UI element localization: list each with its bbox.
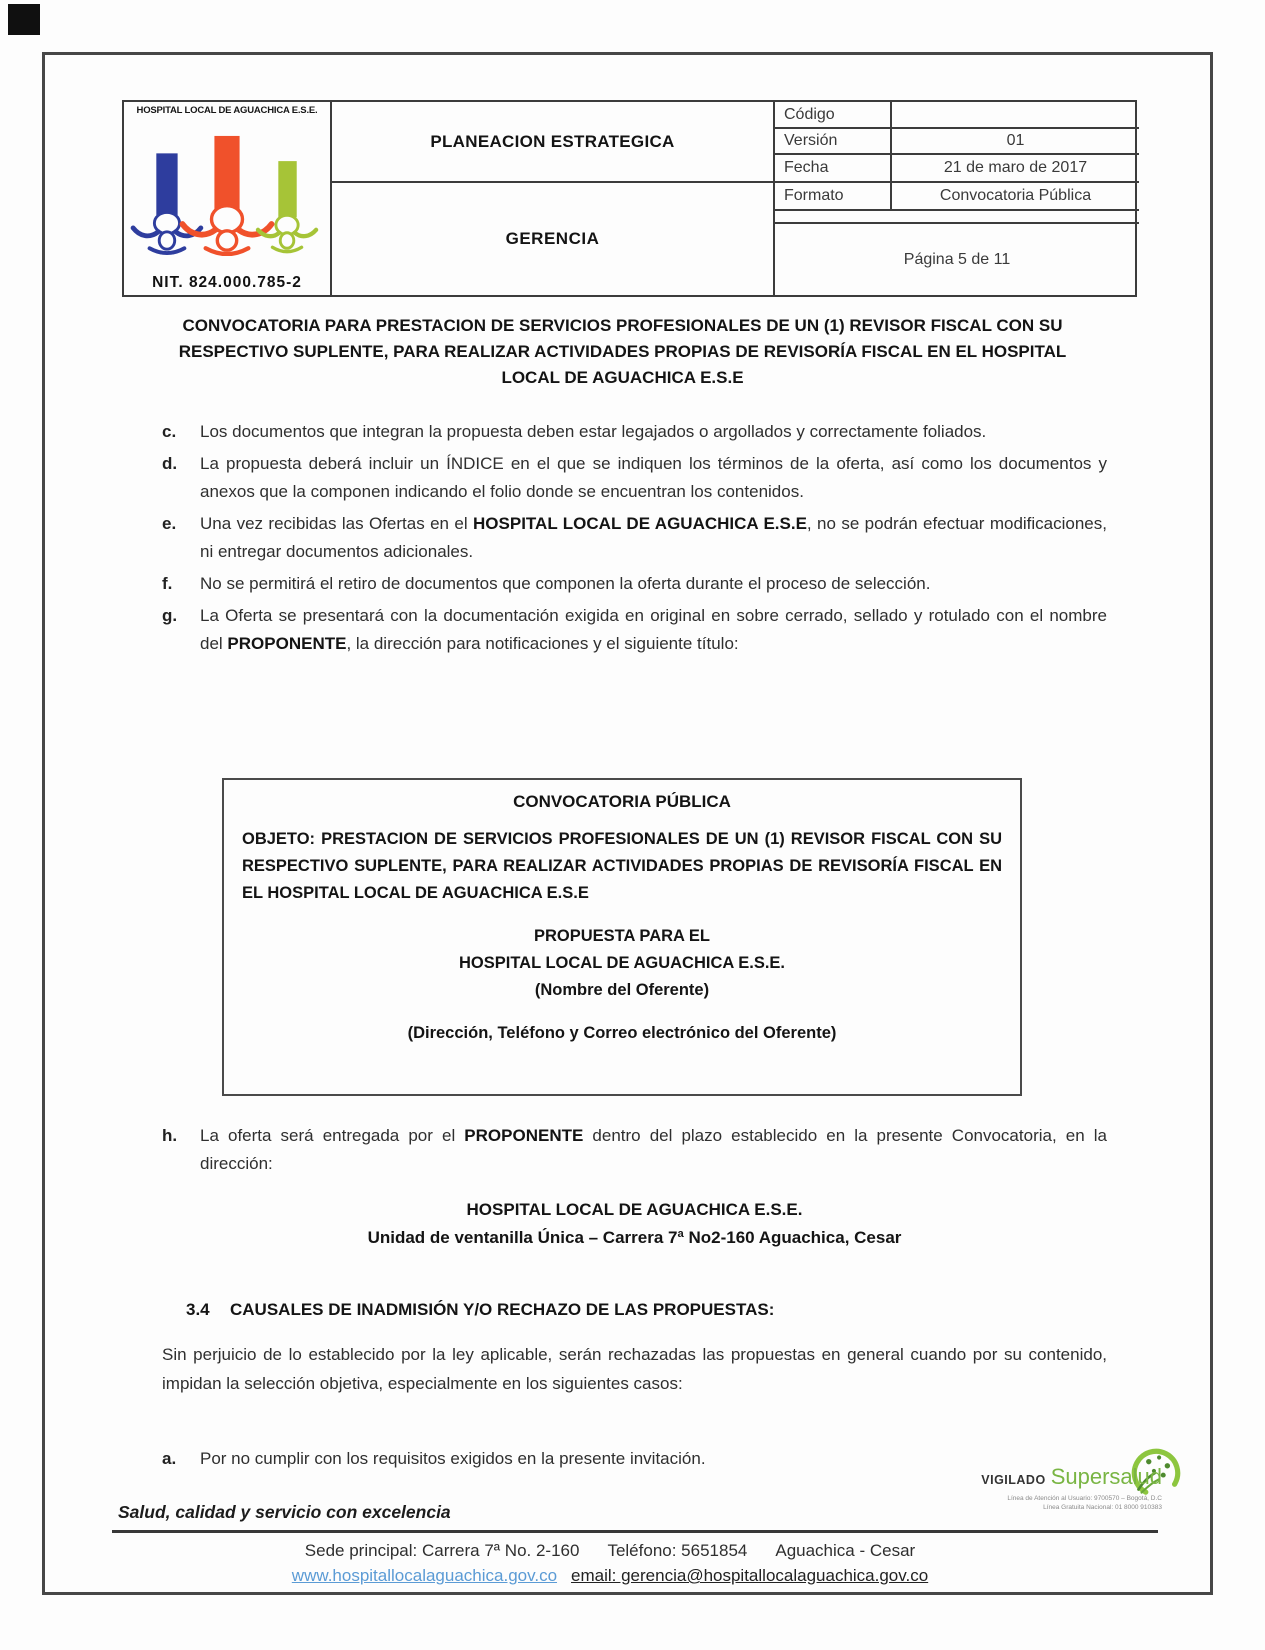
- supersalud-label: Supersalud: [1050, 1464, 1162, 1489]
- website-link[interactable]: www.hospitallocalaguachica.gov.co: [291, 1566, 558, 1585]
- hospital-nit-label: NIT. 824.000.785-2: [152, 274, 302, 291]
- meta-label-version: Versión: [775, 129, 892, 155]
- notice-box-line1: PROPUESTA PARA EL: [533, 927, 710, 945]
- requirements-list: [162, 418, 1107, 662]
- list-item-c: [162, 418, 1107, 446]
- notice-box-line4: (Dirección, Teléfono y Correo electrónico del Oferente): [407, 1024, 837, 1042]
- list-marker: h.: [162, 1126, 178, 1145]
- hospital-name-label: HOSPITAL LOCAL DE AGUACHICA E.S.E.: [136, 105, 318, 116]
- section-heading: [186, 1300, 1086, 1320]
- supersalud-note-line1: Línea de Atención al Usuario: 9700570 – Bogotá, D.C: [1007, 1495, 1162, 1502]
- section-intro-paragraph: Sin perjuicio de lo establecido por la ley aplicable, serán rechazadas las propuestas en general cuando por su contenido, impidan la selección objetiva, especialmente en los siguientes casos:: [162, 1345, 1107, 1393]
- scan-corner-mark: [8, 4, 40, 35]
- list-marker: f.: [162, 574, 173, 593]
- supersalud-notes: [962, 1494, 1162, 1512]
- list-item-f: [162, 570, 1107, 598]
- meta-value-version: 01: [892, 129, 1139, 155]
- delivery-address: [162, 1196, 1107, 1252]
- footer-phone: Teléfono: 5651854: [607, 1541, 748, 1560]
- list-marker: a.: [162, 1449, 177, 1468]
- vigilado-label: VIGILADO: [981, 1473, 1046, 1487]
- meta-spacer-row: [775, 211, 1139, 224]
- list-item-text: Por no cumplir con los requisitos exigidos en la presente invitación.: [200, 1449, 706, 1468]
- email-link[interactable]: email: gerencia@hospitallocalaguachica.gov.co: [571, 1566, 929, 1585]
- list-item-text: Los documentos que integran la propuesta deben estar legajados o argollados y correctamente foliados.: [200, 422, 987, 441]
- meta-value-codigo: [892, 102, 1139, 129]
- supersalud-note-line2: Línea Gratuita Nacional: 01 8000 910383: [1043, 1504, 1162, 1511]
- list-item-g: [162, 602, 1107, 658]
- meta-label-codigo: Código: [775, 102, 892, 129]
- list-marker: e.: [162, 514, 177, 533]
- document-header-table: [122, 100, 1137, 297]
- delivery-address-line2: Unidad de ventanilla Única – Carrera 7ª No2-160 Aguachica, Cesar: [367, 1228, 902, 1247]
- meta-value-formato: Convocatoria Pública: [892, 183, 1139, 211]
- footer-slogan: Salud, calidad y servicio con excelencia: [118, 1502, 451, 1522]
- notice-box-title: CONVOCATORIA PÚBLICA: [513, 792, 731, 811]
- list-item-d: [162, 450, 1107, 506]
- notice-box-objeto: OBJETO: PRESTACION DE SERVICIOS PROFESIONALES DE UN (1) REVISOR FISCAL CON SU RESPECTIVO SUPLENTE, PARA REALIZAR ACTIVIDADES PROPIAS DE REVISORÍA FISCAL EN EL HOSPITAL LOCAL DE AGUACHICA E.S.E: [242, 830, 1002, 902]
- footer-sede: Sede principal: Carrera 7ª No. 2-160: [304, 1541, 580, 1560]
- section-heading-text: CAUSALES DE INADMISIÓN Y/O RECHAZO DE LAS PROPUESTAS:: [230, 1300, 775, 1319]
- footer-city: Aguachica - Cesar: [775, 1541, 916, 1560]
- list-item-text: La propuesta deberá incluir un ÍNDICE en el que se indiquen los términos de la oferta, así como los documentos y anexos que la componen indicando el folio donde se encuentran los contenidos.: [200, 454, 1107, 501]
- meta-label-fecha: Fecha: [775, 155, 892, 183]
- document-title: CONVOCATORIA PARA PRESTACION DE SERVICIOS PROFESIONALES DE UN (1) REVISOR FISCAL CON SU RESPECTIVO SUPLENTE, PARA REALIZAR ACTIVIDADES PROPIAS DE REVISORÍA FISCAL EN EL HOSPITAL LOCAL DE AGUACHICA E.S.E: [178, 316, 1067, 387]
- list-marker: d.: [162, 454, 178, 473]
- area-title: GERENCIA: [332, 183, 775, 295]
- footer-contact-line: [180, 1541, 1040, 1561]
- list-item-text: No se permitirá el retiro de documentos que componen la oferta durante el proceso de selección.: [200, 574, 931, 593]
- list-marker: c.: [162, 422, 177, 441]
- meta-value-fecha: 21 de maro de 2017: [892, 155, 1139, 183]
- footer-links-line: [160, 1566, 1060, 1586]
- hospital-logo-icon: [130, 134, 324, 256]
- page-number-label: Página 5 de 11: [903, 250, 1011, 268]
- section-number: 3.4: [186, 1300, 210, 1319]
- footer-divider: [112, 1530, 1158, 1533]
- notice-box-line2: HOSPITAL LOCAL DE AGUACHICA E.S.E.: [458, 954, 786, 972]
- meta-label-formato: Formato: [775, 183, 892, 211]
- list-item-text: La oferta será entregada por el PROPONENTE dentro del plazo establecido en la presente Convocatoria, en la dirección:: [200, 1126, 1107, 1173]
- vigilado-supersalud-block: [962, 1448, 1212, 1540]
- convocatoria-notice-box: [222, 778, 1022, 1096]
- list-item-text: La Oferta se presentará con la documentación exigida en original en sobre cerrado, sellado y rotulado con el nombre del PROPONENTE, la dirección para notificaciones y el siguiente título:: [200, 606, 1107, 653]
- hospital-logo: [124, 102, 332, 295]
- list-item-e: [162, 510, 1107, 566]
- list-item-h: [162, 1122, 1107, 1182]
- notice-box-line3: (Nombre del Oferente): [534, 981, 710, 999]
- list-item-text: Una vez recibidas las Ofertas en el HOSPITAL LOCAL DE AGUACHICA E.S.E, no se podrán efectuar modificaciones, ni entregar documentos adicionales.: [200, 514, 1107, 561]
- list-marker: g.: [162, 606, 178, 625]
- process-title: PLANEACION ESTRATEGICA: [332, 102, 775, 183]
- delivery-address-line1: HOSPITAL LOCAL DE AGUACHICA E.S.E.: [466, 1200, 803, 1219]
